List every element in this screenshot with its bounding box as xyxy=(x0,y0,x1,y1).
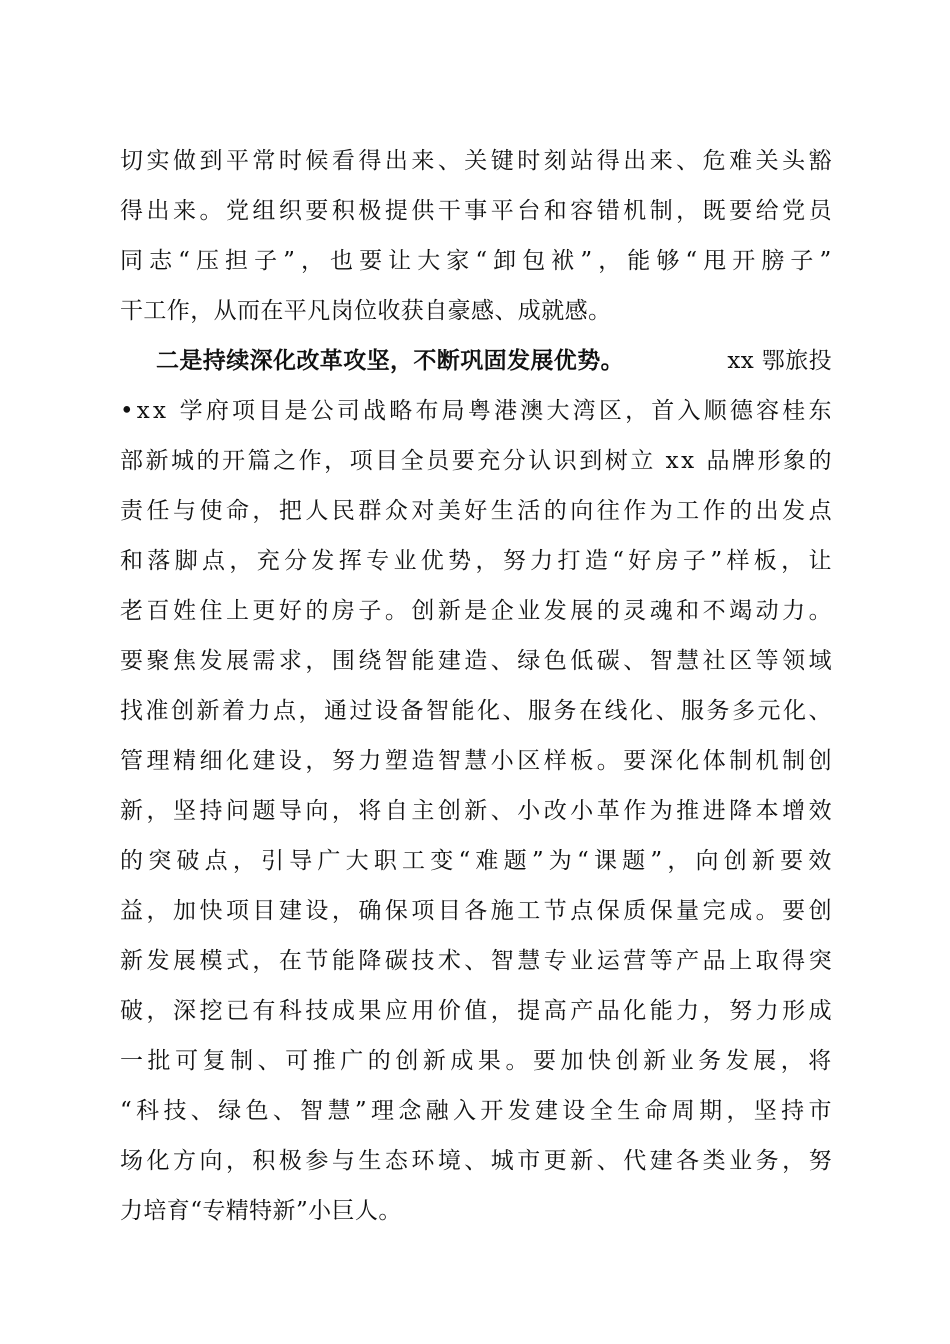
text-line-7: 部 新 城 的 开 篇 之 作 ， 项 目 全 员 要 充 分 认 识 到 树 立 x x 品 牌 形 象 的 xyxy=(120,448,832,474)
text-line-1: 切 实 做 到 平 常 时 候 看 得 出 来 、 关 键 时 刻 站 得 出 来 、 危 难 关 头 豁 xyxy=(120,148,832,174)
text-line-3: 同 志 “ 压 担 子 ” ， 也 要 让 大 家 “ 卸 包 袱 ” ， 能 够 “ 甩 开 膀 子 ” xyxy=(120,248,832,274)
text-line-11: 要 聚 焦 发 展 需 求 ， 围 绕 智 能 建 造 、 绿 色 低 碳 、 智 慧 社 区 等 领 域 xyxy=(120,648,832,674)
text-line-21: 场 化 方 向 ， 积 极 参 与 生 态 环 境 、 城 市 更 新 、 代 建 各 类 业 务 ， 努 xyxy=(120,1148,832,1174)
text-line-2: 得 出 来 。 党 组 织 要 积 极 提 供 干 事 平 台 和 容 错 机 制 ， 既 要 给 党 员 xyxy=(120,198,832,224)
text-line-9: 和 落 脚 点 ， 充 分 发 挥 专 业 优 势 ， 努 力 打 造 “ 好 房 子 ” 样 板 ， 让 xyxy=(120,548,832,574)
text-line-20: “ 科 技 、 绿 色 、 智 慧 ” 理 念 融 入 开 发 建 设 全 生 命 周 期 ， 坚 持 市 xyxy=(120,1098,832,1124)
text-line-17: 新 发 展 模 式 ， 在 节 能 降 碳 技 术 、 智 慧 专 业 运 营 等 产 品 上 取 得 突 xyxy=(120,948,832,974)
text-line-8: 责 任 与 使 命 ， 把 人 民 群 众 对 美 好 生 活 的 向 往 作 为 工 作 的 出 发 点 xyxy=(120,498,832,524)
text-line-10: 老 百 姓 住 上 更 好 的 房 子 。 创 新 是 企 业 发 展 的 灵 魂 和 不 竭 动 力 。 xyxy=(120,598,832,624)
text-line-16: 益 ， 加 快 项 目 建 设 ， 确 保 项 目 各 施 工 节 点 保 质 保 量 完 成 。 要 创 xyxy=(120,898,832,924)
text-line-13: 管 理 精 细 化 建 设 ， 努 力 塑 造 智 慧 小 区 样 板 。 要 深 化 体 制 机 制 创 xyxy=(120,748,832,774)
paragraph-heading-line xyxy=(156,346,832,376)
paragraph-heading: 二是持续深化改革攻坚，不断巩固发展优势。 xyxy=(156,347,624,374)
text-line-19: 一 批 可 复 制 、 可 推 广 的 创 新 成 果 。 要 加 快 创 新 业 务 发 展 ， 将 xyxy=(120,1048,832,1074)
text-line-6: • x x 学 府 项 目 是 公 司 战 略 布 局 粤 港 澳 大 湾 区 ， 首 入 顺 德 容 桂 东 xyxy=(120,398,832,424)
text-line-14: 新 ， 坚 持 问 题 导 向 ， 将 自 主 创 新 、 小 改 小 革 作 为 推 进 降 本 增 效 xyxy=(120,798,832,824)
text-line-15: 的 突 破 点 ， 引 导 广 大 职 工 变 “ 难 题 ” 为 “ 课 题 ” ， 向 创 新 要 效 xyxy=(120,848,832,874)
text-line-18: 破 ， 深 挖 已 有 科 技 成 果 应 用 价 值 ， 提 高 产 品 化 能 力 ， 努 力 形 成 xyxy=(120,998,832,1024)
paragraph-heading-tail: xx 鄂旅投 xyxy=(727,348,832,374)
text-line-22: 力培育“专精特新”小巨人。 xyxy=(120,1198,402,1224)
text-line-4: 干工作，从而在平凡岗位收获自豪感、成就感。 xyxy=(120,298,612,324)
text-line-12: 找 准 创 新 着 力 点 ， 通 过 设 备 智 能 化 、 服 务 在 线 化 、 服 务 多 元 化 、 xyxy=(120,698,832,724)
